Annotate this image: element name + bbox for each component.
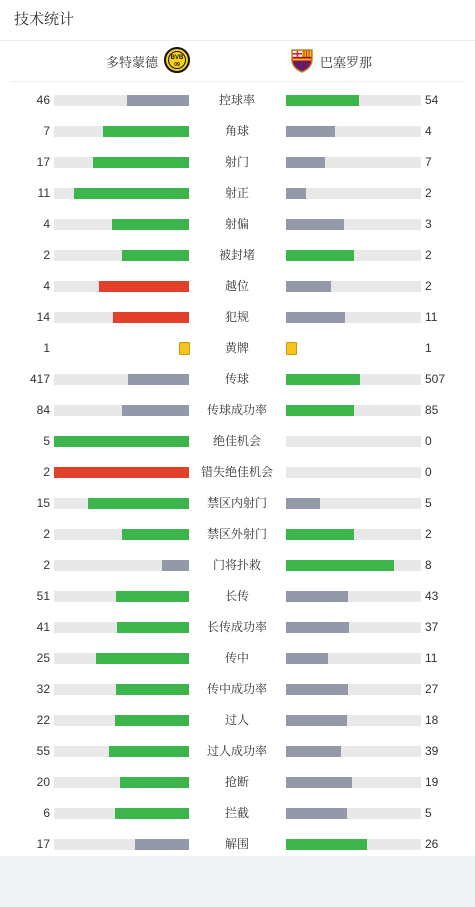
- away-stat-value: 18: [425, 713, 439, 727]
- home-stat-bar-track: [54, 777, 189, 788]
- away-stat-bar-track: [286, 281, 421, 292]
- stat-label: 禁区外射门: [206, 527, 267, 541]
- home-stat-bar-track: [54, 436, 189, 447]
- away-stat-value: 2: [425, 527, 432, 541]
- home-stat-bar-track: [54, 839, 189, 850]
- away-stat-value: 1: [425, 341, 432, 355]
- home-stat-bar-fill: [116, 684, 189, 695]
- stat-label: 犯规: [224, 310, 249, 324]
- bvb-logo-icon: [164, 47, 190, 76]
- home-stat-value: 32: [36, 682, 50, 696]
- away-stat-value: 5: [425, 806, 432, 820]
- home-stat-value: 6: [43, 806, 50, 820]
- home-stat-bar-track: [54, 405, 189, 416]
- home-stat-bar-fill: [109, 746, 189, 757]
- fcb-logo-icon: [290, 47, 314, 76]
- home-stat-bar-fill: [112, 219, 189, 230]
- away-stat-bar-fill: [286, 250, 354, 261]
- home-stat-value: 417: [29, 372, 50, 386]
- away-stat-bar-track: [286, 529, 421, 540]
- away-stat-bar-fill: [286, 126, 335, 137]
- home-stat-bar-track: [54, 157, 189, 168]
- stat-label: 绝佳机会: [212, 434, 261, 448]
- stat-row: [0, 457, 475, 488]
- home-stat-bar-fill: [96, 653, 189, 664]
- home-stat-bar-track: [54, 95, 189, 106]
- stat-row: [0, 271, 475, 302]
- stat-label: 射正: [224, 186, 249, 200]
- stat-row: [0, 333, 475, 364]
- home-stat-bar-fill: [93, 157, 189, 168]
- away-stat-bar-fill: [286, 95, 359, 106]
- stat-label: 禁区内射门: [206, 496, 267, 510]
- away-team-name: 巴塞罗那: [320, 54, 373, 70]
- away-stat-value: 5: [425, 496, 432, 510]
- home-stat-bar-track: [54, 467, 189, 478]
- stat-label: 拦截: [224, 806, 249, 820]
- home-stat-value: 51: [36, 589, 50, 603]
- away-stat-bar-fill: [286, 622, 349, 633]
- stat-label: 传中: [224, 651, 249, 665]
- away-stat-bar-track: [286, 746, 421, 757]
- home-stat-bar-fill: [54, 467, 189, 478]
- away-stat-bar-track: [286, 374, 421, 385]
- home-stat-bar-fill: [116, 591, 189, 602]
- home-stat-value: 2: [43, 465, 50, 479]
- stat-label: 射偏: [224, 217, 249, 231]
- away-stat-value: 11: [425, 651, 438, 665]
- stat-row: [0, 519, 475, 550]
- away-stat-bar-track: [286, 312, 421, 323]
- away-stat-value: 43: [425, 589, 439, 603]
- stat-label: 控球率: [218, 93, 255, 107]
- stat-row: [0, 829, 475, 860]
- away-stat-bar-fill: [286, 188, 306, 199]
- home-stat-bar-fill: [128, 374, 189, 385]
- away-stat-value: 37: [425, 620, 439, 634]
- away-stat-bar-fill: [286, 374, 360, 385]
- away-stat-bar-track: [286, 715, 421, 726]
- away-stat-bar-track: [286, 219, 421, 230]
- home-stat-bar-track: [54, 560, 189, 571]
- home-stat-bar-track: [54, 312, 189, 323]
- home-stat-bar-track: [54, 250, 189, 261]
- home-stat-value: 20: [36, 775, 50, 789]
- home-stat-value: 17: [36, 837, 50, 851]
- stat-label: 传球成功率: [206, 403, 267, 417]
- stat-row: [0, 364, 475, 395]
- stat-label: 角球: [224, 124, 249, 138]
- away-stat-value: 26: [425, 837, 439, 851]
- away-stat-bar-fill: [286, 653, 328, 664]
- away-stat-value: 0: [425, 465, 432, 479]
- away-stat-value: 2: [425, 248, 432, 262]
- away-stat-value: 27: [425, 682, 439, 696]
- home-stat-value: 41: [36, 620, 50, 634]
- stat-label: 门将扑救: [212, 558, 261, 572]
- away-stat-bar-fill: [286, 715, 347, 726]
- home-stat-bar-fill: [54, 436, 189, 447]
- away-stat-bar-fill: [286, 808, 347, 819]
- home-stat-value: 14: [36, 310, 50, 324]
- away-stat-bar-track: [286, 591, 421, 602]
- away-stat-bar-track: [286, 467, 421, 478]
- away-stat-value: 0: [425, 434, 432, 448]
- svg-text:09: 09: [174, 61, 180, 68]
- home-stat-bar-track: [54, 374, 189, 385]
- away-yellow-card-icon: [286, 342, 297, 355]
- away-stat-bar-track: [286, 95, 421, 106]
- away-stat-bar-track: [286, 839, 421, 850]
- stat-row: [0, 674, 475, 705]
- stat-label: 越位: [224, 279, 249, 293]
- home-stat-bar-track: [54, 746, 189, 757]
- home-stat-value: 5: [43, 434, 50, 448]
- home-stat-bar-track: [54, 126, 189, 137]
- away-stat-bar-track: [286, 653, 421, 664]
- stat-row: [0, 643, 475, 674]
- home-stat-value: 15: [36, 496, 50, 510]
- home-stat-value: 17: [36, 155, 50, 169]
- away-stat-bar-track: [286, 157, 421, 168]
- home-stat-bar-fill: [74, 188, 189, 199]
- away-stat-bar-fill: [286, 219, 344, 230]
- home-stat-bar-track: [54, 591, 189, 602]
- away-stat-bar-track: [286, 498, 421, 509]
- away-stat-value: 54: [425, 93, 439, 107]
- away-stat-bar-track: [286, 684, 421, 695]
- away-stat-value: 11: [425, 310, 438, 324]
- away-stat-value: 19: [425, 775, 439, 789]
- away-stat-value: 3: [425, 217, 432, 231]
- away-team[interactable]: [290, 48, 372, 74]
- home-stat-bar-track: [54, 715, 189, 726]
- away-stat-bar-track: [286, 405, 421, 416]
- away-stat-value: 507: [425, 372, 446, 386]
- home-stat-bar-fill: [99, 281, 189, 292]
- home-team-name: 多特蒙德: [105, 54, 158, 70]
- away-stat-bar-fill: [286, 591, 348, 602]
- away-stat-value: 4: [425, 124, 432, 138]
- stat-row: [0, 705, 475, 736]
- home-stat-value: 11: [37, 186, 50, 200]
- stat-row: [0, 209, 475, 240]
- stat-row: [0, 612, 475, 643]
- away-stat-bar-fill: [286, 498, 320, 509]
- stat-label: 过人: [224, 713, 249, 727]
- away-stat-bar-track: [286, 808, 421, 819]
- home-stat-value: 55: [36, 744, 50, 758]
- stat-label: 抢断: [224, 775, 249, 789]
- away-stat-value: 7: [425, 155, 432, 169]
- home-stat-bar-fill: [122, 250, 190, 261]
- home-stat-value: 4: [43, 217, 50, 231]
- stat-row: [0, 240, 475, 271]
- home-stat-bar-track: [54, 808, 189, 819]
- away-stat-bar-fill: [286, 746, 341, 757]
- away-stat-bar-track: [286, 126, 421, 137]
- page-title: 技术统计: [0, 0, 475, 41]
- home-stat-value: 4: [43, 279, 50, 293]
- stat-row: [0, 85, 475, 116]
- away-stat-bar-fill: [286, 529, 354, 540]
- away-stat-bar-fill: [286, 777, 352, 788]
- stat-label: 传中成功率: [206, 682, 267, 696]
- away-stat-bar-fill: [286, 157, 325, 168]
- away-stat-bar-fill: [286, 281, 331, 292]
- away-stat-value: 85: [425, 403, 439, 417]
- stat-row: [0, 395, 475, 426]
- stat-row: [0, 426, 475, 457]
- home-stat-bar-track: [54, 529, 189, 540]
- stat-row: [0, 116, 475, 147]
- home-stat-bar-fill: [135, 839, 189, 850]
- home-stat-bar-fill: [120, 777, 189, 788]
- stat-row: [0, 488, 475, 519]
- stat-label: 错失绝佳机会: [200, 465, 273, 479]
- home-stat-value: 2: [43, 248, 50, 262]
- home-stat-value: 25: [36, 651, 50, 665]
- away-stat-bar-fill: [286, 312, 345, 323]
- away-stat-bar-track: [286, 436, 421, 447]
- away-stat-bar-fill: [286, 405, 354, 416]
- home-stat-bar-track: [54, 622, 189, 633]
- home-team[interactable]: [106, 48, 190, 74]
- home-stat-bar-fill: [122, 529, 190, 540]
- stat-label: 解围: [224, 837, 249, 851]
- svg-text:BVB: BVB: [170, 54, 184, 61]
- home-stat-bar-track: [54, 498, 189, 509]
- home-stat-bar-fill: [115, 715, 189, 726]
- stat-row: [0, 736, 475, 767]
- away-stat-value: 2: [425, 186, 432, 200]
- away-stat-bar-track: [286, 188, 421, 199]
- away-stat-bar-fill: [286, 839, 367, 850]
- home-stat-bar-fill: [103, 126, 189, 137]
- stat-row: [0, 147, 475, 178]
- home-stat-bar-track: [54, 188, 189, 199]
- stat-label: 射门: [224, 155, 249, 169]
- away-stat-bar-track: [286, 777, 421, 788]
- stat-row: [0, 550, 475, 581]
- stat-label: 被封堵: [218, 248, 255, 262]
- home-stat-value: 84: [36, 403, 50, 417]
- stat-label: 长传成功率: [206, 620, 267, 634]
- stat-row: [0, 178, 475, 209]
- home-stat-bar-track: [54, 653, 189, 664]
- home-stat-bar-fill: [88, 498, 189, 509]
- home-stat-bar-fill: [117, 622, 189, 633]
- teams-header: [10, 41, 465, 82]
- stat-label: 黄牌: [224, 341, 249, 355]
- away-stat-value: 8: [425, 558, 432, 572]
- stat-label: 传球: [224, 372, 249, 386]
- away-stat-bar-fill: [286, 684, 348, 695]
- away-stat-value: 39: [425, 744, 439, 758]
- away-stat-value: 2: [425, 279, 432, 293]
- stat-row: [0, 767, 475, 798]
- home-stat-bar-track: [54, 281, 189, 292]
- away-stat-bar-track: [286, 250, 421, 261]
- home-stat-bar-fill: [162, 560, 189, 571]
- home-stat-bar-track: [54, 684, 189, 695]
- stat-row: [0, 581, 475, 612]
- home-stat-value: 2: [43, 527, 50, 541]
- away-stat-bar-track: [286, 622, 421, 633]
- away-stat-bar-fill: [286, 560, 394, 571]
- home-stat-bar-fill: [113, 312, 189, 323]
- home-stat-bar-fill: [127, 95, 189, 106]
- stat-row: [0, 798, 475, 829]
- stat-label: 过人成功率: [206, 744, 267, 758]
- stat-label: 长传: [224, 589, 249, 603]
- home-stat-bar-fill: [122, 405, 190, 416]
- home-stat-value: 2: [43, 558, 50, 572]
- home-stat-value: 7: [43, 124, 50, 138]
- home-yellow-card-icon: [179, 342, 190, 355]
- home-stat-value: 1: [43, 341, 50, 355]
- home-stat-value: 46: [36, 93, 50, 107]
- home-stat-value: 22: [36, 713, 50, 727]
- stat-row: [0, 302, 475, 333]
- stats-list: [0, 85, 475, 860]
- away-stat-bar-track: [286, 560, 421, 571]
- home-stat-bar-track: [54, 219, 189, 230]
- home-stat-bar-fill: [115, 808, 189, 819]
